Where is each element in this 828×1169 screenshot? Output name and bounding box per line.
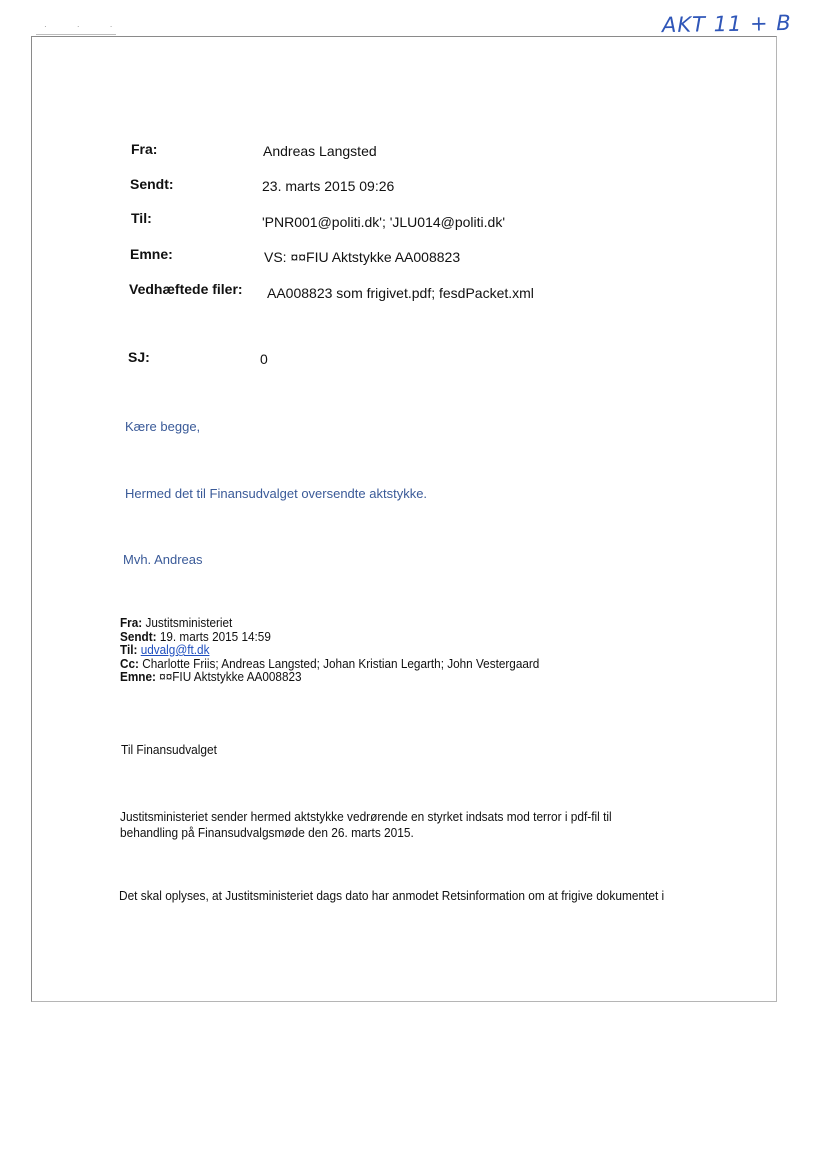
signoff-text: Mvh. Andreas	[123, 552, 203, 567]
subject-value: VS: ¤¤FIU Aktstykke AA008823	[264, 249, 461, 265]
message-text: Hermed det til Finansudvalget oversendte aktstykke.	[125, 486, 428, 501]
subject-label: Emne:	[130, 246, 173, 262]
to-value: 'PNR001@politi.dk'; 'JLU014@politi.dk'	[262, 214, 506, 230]
sent-label: Sendt:	[130, 176, 174, 192]
handwritten-note: AKT 11 + B	[661, 10, 792, 38]
fwd-from-label: Fra:	[120, 616, 143, 630]
from-value: Andreas Langsted	[263, 143, 377, 159]
fwd-cc-value: Charlotte Friis; Andreas Langsted; Johan Kristian Legarth; John Vestergaard	[142, 656, 540, 671]
fwd-paragraph1-line1: Justitsministeriet sender hermed aktstykke vedrørende en styrket indsats mod terror i pdf-fil til	[120, 810, 612, 824]
fwd-paragraph1-line2: behandling på Finansudvalgsmøde den 26. marts 2015.	[120, 826, 414, 840]
to-label: Til:	[131, 210, 152, 226]
attachments-label: Vedhæftede filer:	[129, 281, 243, 297]
fwd-cc-label: Cc:	[120, 656, 139, 671]
fwd-subject-label: Emne:	[120, 670, 156, 684]
fwd-subject-value: ¤¤FIU Aktstykke AA008823	[159, 670, 302, 684]
fwd-sent-value: 19. marts 2015 14:59	[159, 629, 271, 644]
fwd-to-email-link[interactable]: udvalg@ft.dk	[140, 643, 210, 657]
attachments-value: AA008823 som frigivet.pdf; fesdPacket.xml	[267, 285, 534, 301]
scan-specks: · · ·	[44, 22, 127, 31]
fwd-to-label: Til:	[120, 643, 138, 657]
fwd-paragraph2-line1: Det skal oplyses, at Justitsministeriet dags dato har anmodet Retsinformation om at frigive dokumentet i	[119, 889, 665, 903]
forwarded-header	[120, 617, 539, 685]
from-label: Fra:	[131, 141, 158, 157]
fwd-salutation: Til Finansudvalget	[121, 743, 217, 757]
sent-value: 23. marts 2015 09:26	[262, 178, 395, 194]
fwd-from-value: Justitsministeriet	[145, 616, 233, 630]
scan-edge-line	[36, 34, 116, 35]
greeting-text: Kære begge,	[125, 419, 201, 434]
sj-label: SJ:	[128, 349, 150, 365]
fwd-sent-label: Sendt:	[120, 629, 157, 644]
sj-value: 0	[260, 351, 268, 367]
